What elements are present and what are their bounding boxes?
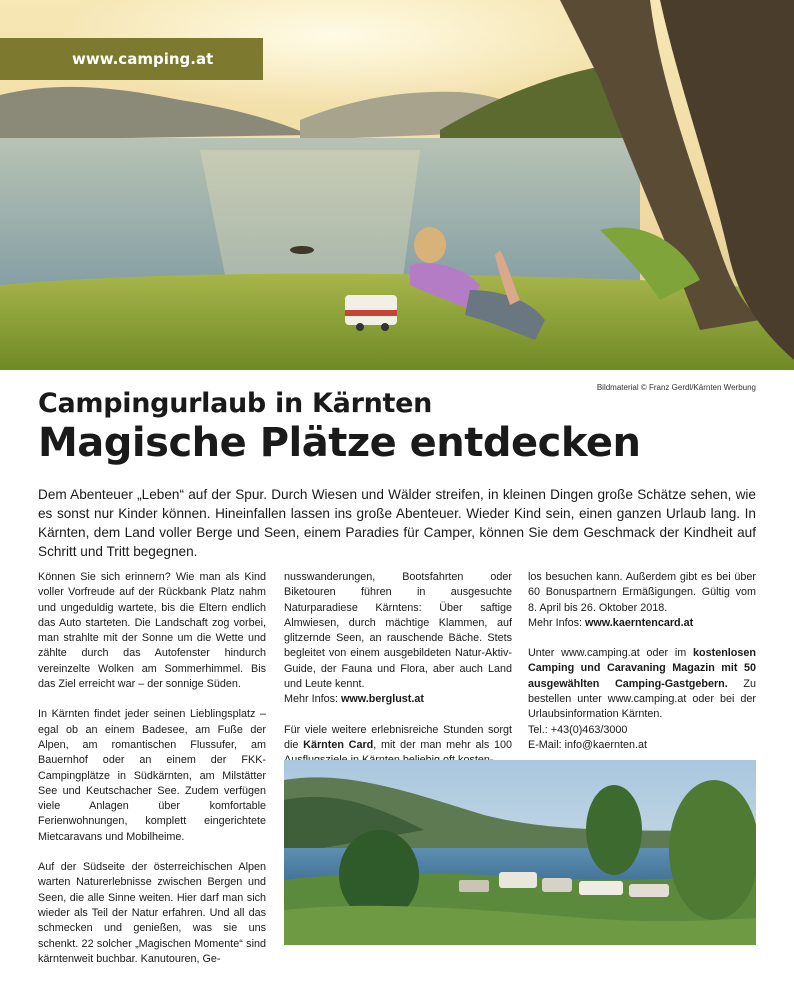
body-text: nusswanderungen, Bootsfahrten oder Biketouren führen in ausgesuchte Naturparadiese Kärntens: Über saftige Almwiesen, durch mächtige Klammen, auf glitzernde Seen, an rauschende Bäche. Stets begleitet von einem ausgebildeten Natur-Aktiv-Guide, der Fauna und Flora, aber auch Land und Leute kennt.	[284, 571, 512, 691]
body-text: Unter www.camping.at oder im	[528, 647, 693, 660]
kaerntencard-link[interactable]: www.kaerntencard.at	[585, 616, 694, 629]
column-3	[528, 570, 756, 753]
body-paragraph: Können Sie sich erinnern? Wie man als Kind voller Vorfreude auf der Rückbank Platz nahm und ungeduldig wartete, bis die Eltern endlich das Auto starteten. Die Landschaft zog vorbei, man strahlte mit der Sonne um die Wette und zählte durch das Autofenster hindurch vereinzelte Wolken am Sommerhimmel. Bis das Ziel erreicht war – der sonnige Süden.	[38, 571, 266, 691]
article-kicker: Campingurlaub in Kärnten	[38, 388, 433, 419]
body-text: Zu bestellen unter www.camping.at oder bei der Urlaubsinformation Kärnten.	[528, 677, 756, 721]
email-address[interactable]: E-Mail: info@kaernten.at	[528, 738, 647, 751]
body-paragraph: In Kärnten findet jeder seinen Lieblingsplatz – egal ob an einem Badesee, am Fuße der Alpen, am romantischen Flussufer, am Bauernhof oder an einem der FKK-Campingplätze in Südkärnten, am Milstätter See und Keutschacher See. Zudem verfügen viele Anlagen über komfortable Ferienwohnungen, komplett eingerichtete Mietcaravans und Mobilheime.	[38, 708, 266, 843]
column-1	[38, 570, 266, 982]
berglust-link[interactable]: www.berglust.at	[341, 693, 425, 706]
body-paragraph	[528, 570, 756, 631]
more-info-label: Mehr Infos:	[284, 693, 342, 706]
body-text: Für viele weitere erlebnisreiche Stunden sorgt die	[284, 723, 512, 751]
photo-credit: Bildmaterial © Franz Gerdl/Kärnten Werbung	[596, 383, 756, 392]
body-text: los besuchen kann. Außerdem gibt es bei über 60 Bonuspartnern Ermäßigungen. Gültig vom 8. April bis 26. Oktober 2018.	[528, 571, 756, 614]
lead-paragraph: Dem Abenteuer „Leben“ auf der Spur. Durch Wiesen und Wälder streifen, in kleinen Dingen große Schätze sehen, wie es sonst nur Kinder können. Hineinfallen lassen ins große Abenteuer. Wieder Kind sein, einen ganzen Urlaub lang. In Kärnten, dem Land voller Berge und Seen, einem Paradies für Camper, können Sie dem Geschmack der Kindheit auf Schritt und Tritt begegnen.	[38, 487, 756, 559]
campsite-photo	[284, 760, 756, 945]
body-paragraph	[528, 646, 756, 753]
column-2	[284, 570, 512, 784]
kaernten-card-name: Kärnten Card	[303, 738, 374, 751]
more-info-label: Mehr Infos:	[528, 616, 586, 629]
article-headline: Magische Plätze entdecken	[38, 420, 641, 466]
body-paragraph: Auf der Südseite der österreichischen Alpen warten Naturerlebnisse zwischen Bergen und Seen, die alle Sinne weiten. Hier darf man sich wieder als Teil der Natur erfahren. Und all das schmecken und genießen, was sie uns schenkt. 22 solcher „Magischen Momente“ sind kärntenweit buchbar. Kanutouren, Ge-	[38, 861, 266, 965]
body-paragraph	[284, 570, 512, 708]
phone-number[interactable]: Tel.: +43(0)463/3000	[528, 723, 628, 736]
website-badge[interactable]: www.camping.at	[0, 38, 263, 80]
body-text: , mit der man mehr als 100	[373, 738, 512, 751]
magazine-highlight: kostenlosen Camping und Caravaning Magazin mit 50 ausgewählten Camping-Gastgebern.	[528, 647, 756, 690]
